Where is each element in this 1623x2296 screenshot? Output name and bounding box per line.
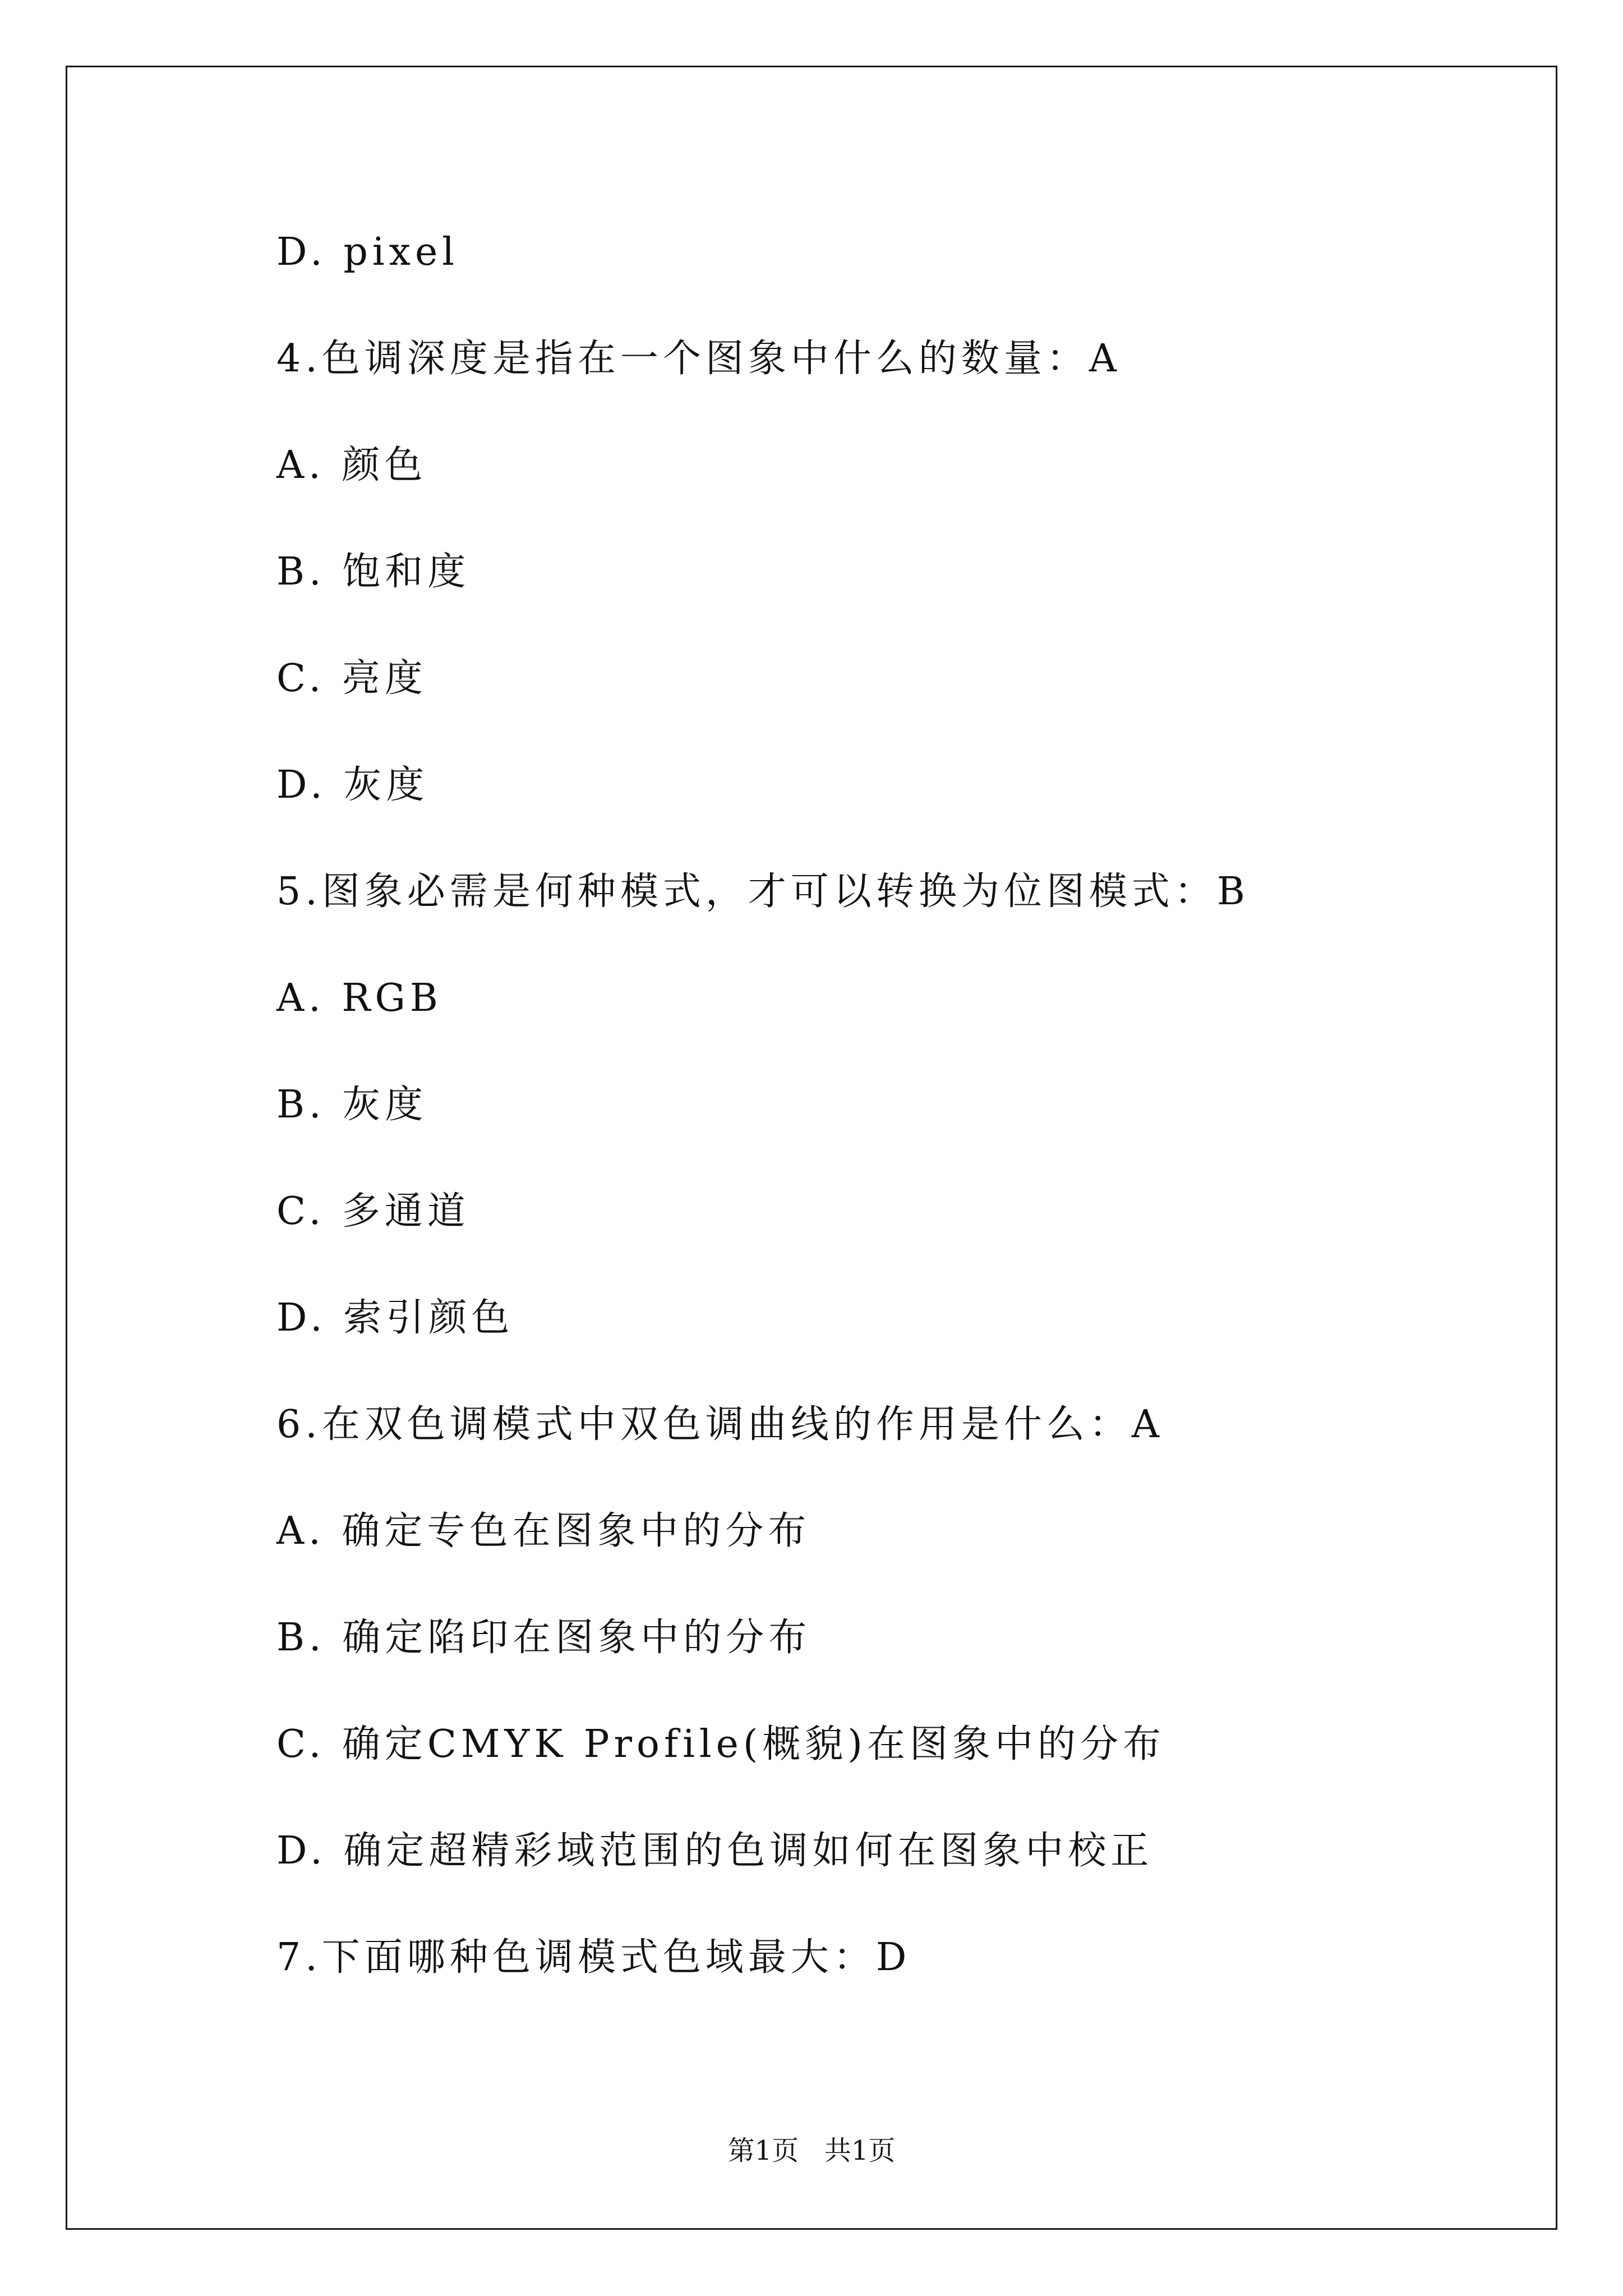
page-footer: 第1页 共1页 — [727, 2135, 896, 2166]
q4-option-d: D. 灰度 — [276, 763, 429, 807]
q4-option-a: A. 颜色 — [276, 443, 427, 487]
q4-option-c: C. 亮度 — [276, 656, 427, 701]
q4-option-b: B. 饱和度 — [276, 550, 471, 594]
q6-option-d: D. 确定超精彩域范围的色调如何在图象中校正 — [276, 1829, 1154, 1873]
q5-option-b: B. 灰度 — [276, 1083, 428, 1127]
q5-option-a: A. RGB — [276, 976, 442, 1020]
question-5: 5.图象必需是何种模式，才可以转换为位图模式：B — [276, 869, 1249, 914]
document-body — [276, 224, 1510, 2036]
question-7: 7.下面哪种色调模式色域最大：D — [276, 1935, 911, 1980]
q6-option-b: B. 确定陷印在图象中的分布 — [276, 1616, 811, 1660]
q5-option-d: D. 索引颜色 — [276, 1296, 514, 1340]
q5-option-c: C. 多通道 — [276, 1189, 470, 1234]
option-d-pixel: D. pixel — [276, 230, 459, 274]
q6-option-a: A. 确定专色在图象中的分布 — [276, 1509, 811, 1553]
q6-option-c: C. 确定CMYK Profile(概貌)在图象中的分布 — [276, 1722, 1165, 1766]
question-6: 6.在双色调模式中双色调曲线的作用是什么：A — [276, 1402, 1164, 1447]
question-4: 4.色调深度是指在一个图象中什么的数量：A — [276, 337, 1121, 381]
